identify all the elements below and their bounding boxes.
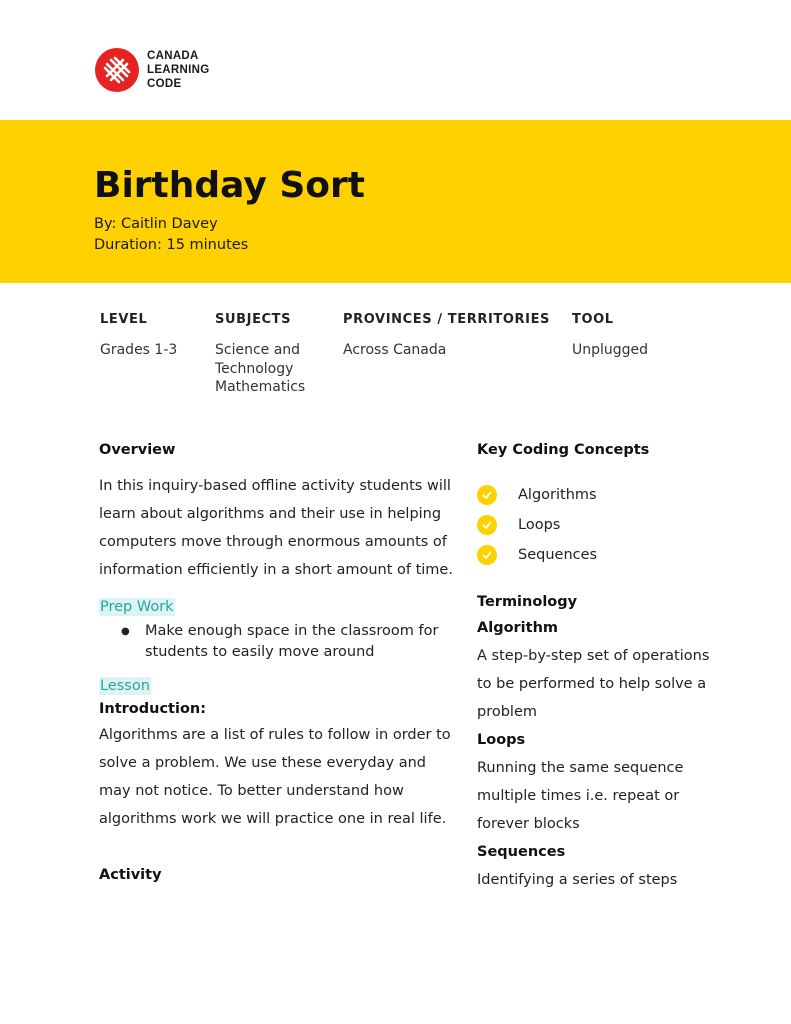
term-definition: Identifying a series of steps	[477, 872, 678, 888]
meta-value	[343, 341, 550, 360]
prep-work-label: Prep Work	[100, 599, 174, 615]
key-concepts-heading: Key Coding Concepts	[477, 442, 650, 458]
list-item	[477, 480, 717, 510]
check-circle-icon	[477, 515, 497, 535]
logo-line: LEARNING	[147, 64, 210, 76]
meta-level	[100, 312, 177, 360]
logo-line: CODE	[147, 78, 182, 90]
meta-heading: SUBJECTS	[215, 312, 292, 327]
term-algorithm: Algorithm	[477, 620, 559, 636]
brand-logo	[95, 48, 209, 92]
concept-label: Sequences	[518, 547, 598, 563]
meta-value	[100, 341, 177, 360]
meta-subjects	[215, 312, 305, 397]
title-banner	[0, 120, 791, 283]
overview-heading: Overview	[99, 442, 176, 458]
term-sequences: Sequences	[477, 844, 566, 860]
lesson-label: Lesson	[100, 678, 150, 694]
list-item: ● Make enough space in the classroom for students to easily move around	[99, 621, 461, 663]
activity-heading: Activity	[99, 867, 162, 883]
meta-value-line: Mathematics	[215, 379, 306, 395]
meta-value-line: Science and	[215, 342, 301, 358]
meta-value-line: Grades 1-3	[100, 342, 178, 358]
introduction-heading: Introduction:	[99, 701, 207, 717]
overview-text: In this inquiry-based offline activity students will learn about algorithms and their use in helping computers move through enormous amounts of information efficiently in a short amount of time.	[99, 478, 453, 578]
meta-value-line: Unplugged	[572, 342, 649, 358]
meta-heading: PROVINCES / TERRITORIES	[343, 312, 551, 327]
meta-value	[215, 341, 305, 397]
list-item	[477, 540, 717, 570]
page-title: Birthday Sort	[94, 165, 365, 206]
terminology-list	[477, 614, 717, 894]
author-line: By: Caitlin Davey	[94, 216, 218, 232]
list-item	[477, 510, 717, 540]
meta-value-line: Technology	[215, 360, 294, 377]
term-definition: A step-by-step set of operations to be performed to help solve a problem	[477, 648, 710, 720]
logo-wordmark	[147, 49, 209, 91]
check-circle-icon	[477, 545, 497, 565]
sidebar-column	[477, 440, 717, 894]
meta-value-line: Across Canada	[343, 342, 447, 358]
concept-label: Loops	[518, 517, 561, 533]
term-definition: Running the same sequence multiple times i.e. repeat or forever blocks	[477, 760, 684, 832]
check-circle-icon	[477, 485, 497, 505]
main-column	[99, 440, 461, 883]
prep-work-section	[99, 596, 461, 616]
concept-label: Algorithms	[518, 487, 597, 503]
term-loops: Loops	[477, 732, 526, 748]
meta-provinces	[343, 312, 550, 360]
meta-value	[572, 341, 648, 360]
lesson-section	[99, 675, 461, 695]
introduction-text: Algorithms are a list of rules to follow in order to solve a problem. We use these everyday and may not notice. To better understand how algorithms work we will practice one in real life.	[99, 727, 451, 827]
canada-learning-code-logo-icon	[95, 48, 139, 92]
meta-tool	[572, 312, 648, 360]
duration-line: Duration: 15 minutes	[94, 237, 249, 253]
meta-heading: LEVEL	[100, 312, 148, 327]
meta-heading: TOOL	[572, 312, 614, 327]
terminology-heading: Terminology	[477, 594, 578, 610]
logo-line: CANADA	[147, 50, 199, 62]
concepts-list	[477, 480, 717, 570]
byline	[94, 214, 248, 256]
